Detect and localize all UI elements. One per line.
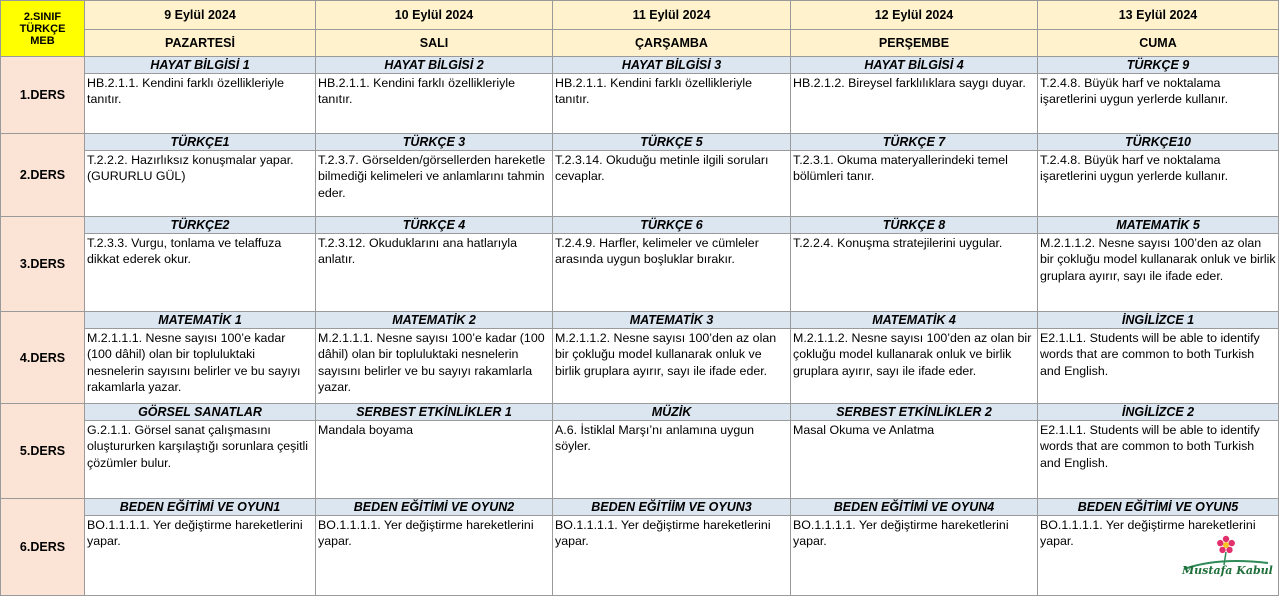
lesson-objective-row — [1, 516, 1279, 596]
lesson-subject-row — [1, 499, 1279, 516]
subject-title: HAYAT BİLGİSİ 3 — [553, 57, 791, 74]
objective-text: BO.1.1.1.1. Yer değiştirme hareketlerini yapar. — [1038, 516, 1279, 596]
signature-text: Mustafa Kabul — [1182, 564, 1273, 577]
subject-title: MÜZİK — [553, 404, 791, 421]
lesson-subject-row — [1, 134, 1279, 151]
subject-title: TÜRKÇE1 — [85, 134, 316, 151]
lesson-label: 3.DERS — [1, 217, 85, 312]
subject-title: MATEMATİK 1 — [85, 312, 316, 329]
lesson-objective-row — [1, 151, 1279, 217]
subject-title: HAYAT BİLGİSİ 2 — [316, 57, 553, 74]
class-curriculum: MEB — [30, 34, 55, 47]
class-header — [1, 1, 85, 57]
subject-title: TÜRKÇE 6 — [553, 217, 791, 234]
objective-text: T.2.2.2. Hazırlıksız konuşmalar yapar.(GURURLU GÜL) — [85, 151, 316, 217]
class-level: 2.SINIF — [23, 10, 62, 23]
objective-text: T.2.4.8. Büyük harf ve noktalama işaretlerini uygun yerlerde kullanır. — [1038, 74, 1279, 134]
objective-text: T.2.3.14. Okuduğu metinle ilgili soruları cevaplar. — [553, 151, 791, 217]
day-header: SALI — [316, 30, 553, 57]
date-header: 13 Eylül 2024 — [1038, 1, 1279, 30]
lesson-subject-row — [1, 404, 1279, 421]
subject-title: HAYAT BİLGİSİ 1 — [85, 57, 316, 74]
subject-title: BEDEN EĞİTİİM VE OYUN3 — [553, 499, 791, 516]
objective-text: T.2.3.1. Okuma materyallerindeki temel bölümleri tanır. — [791, 151, 1038, 217]
subject-title: BEDEN EĞİTİMİ VE OYUN2 — [316, 499, 553, 516]
lesson-objective-row — [1, 74, 1279, 134]
lesson-objective-row — [1, 234, 1279, 312]
objective-text: M.2.1.1.2. Nesne sayısı 100’den az olan bir çokluğu model kullanarak onluk ve birlik gruplara ayırır, sayı ile ifade eder. — [553, 329, 791, 404]
lesson-objective-row — [1, 329, 1279, 404]
lesson-label: 2.DERS — [1, 134, 85, 217]
day-header: PAZARTESİ — [85, 30, 316, 57]
objective-text: HB.2.1.1. Kendini farklı özellikleriyle tanıtır. — [316, 74, 553, 134]
subject-title: GÖRSEL SANATLAR — [85, 404, 316, 421]
objective-text: HB.2.1.1. Kendini farklı özellikleriyle tanıtır. — [553, 74, 791, 134]
lesson-subject-row — [1, 217, 1279, 234]
lesson-subject-row — [1, 312, 1279, 329]
objective-text: BO.1.1.1.1. Yer değiştirme hareketlerini yapar. — [553, 516, 791, 596]
subject-title: HAYAT BİLGİSİ 4 — [791, 57, 1038, 74]
subject-title: BEDEN EĞİTİMİ VE OYUN5 — [1038, 499, 1279, 516]
date-header: 10 Eylül 2024 — [316, 1, 553, 30]
day-header: PERŞEMBE — [791, 30, 1038, 57]
subject-title: MATEMATİK 3 — [553, 312, 791, 329]
objective-text: M.2.1.1.1. Nesne sayısı 100’e kadar (100 dâhil) olan bir topluluktaki nesnelerin sayısını belirler ve bu sayıyı rakamlarla yazar. — [85, 329, 316, 404]
subject-title: TÜRKÇE 5 — [553, 134, 791, 151]
class-subject: TÜRKÇE — [19, 22, 66, 35]
lesson-label: 4.DERS — [1, 312, 85, 404]
subject-title: TÜRKÇE 3 — [316, 134, 553, 151]
signature-logo — [1178, 535, 1274, 579]
subject-title: MATEMATİK 4 — [791, 312, 1038, 329]
objective-text: HB.2.1.1. Kendini farklı özellikleriyle tanıtır. — [85, 74, 316, 134]
subject-title: TÜRKÇE10 — [1038, 134, 1279, 151]
subject-title: TÜRKÇE 7 — [791, 134, 1038, 151]
objective-text: E2.1.L1. Students will be able to identify words that are common to both Turkish and English. — [1038, 421, 1279, 499]
subject-title: BEDEN EĞİTİMİ VE OYUN1 — [85, 499, 316, 516]
lesson-objective-row — [1, 421, 1279, 499]
objective-text: M.2.1.1.2. Nesne sayısı 100’den az olan bir çokluğu model kullanarak onluk ve birlik gruplara ayırır, sayı ile ifade eder. — [791, 329, 1038, 404]
objective-text: Mandala boyama — [316, 421, 553, 499]
subject-title: MATEMATİK 2 — [316, 312, 553, 329]
lesson-label: 5.DERS — [1, 404, 85, 499]
date-header: 12 Eylül 2024 — [791, 1, 1038, 30]
objective-text: M.2.1.1.2. Nesne sayısı 100’den az olan bir çokluğu model kullanarak onluk ve birlik gruplara ayırır, sayı ile ifade eder. — [1038, 234, 1279, 312]
lesson-label: 1.DERS — [1, 57, 85, 134]
date-row — [1, 1, 1279, 30]
objective-text: T.2.3.12. Okuduklarını ana hatlarıyla anlatır. — [316, 234, 553, 312]
subject-title: TÜRKÇE 9 — [1038, 57, 1279, 74]
subject-title: MATEMATİK 5 — [1038, 217, 1279, 234]
subject-title: SERBEST ETKİNLİKLER 1 — [316, 404, 553, 421]
lesson-subject-row — [1, 57, 1279, 74]
date-header: 11 Eylül 2024 — [553, 1, 791, 30]
objective-text: BO.1.1.1.1. Yer değiştirme hareketlerini yapar. — [791, 516, 1038, 596]
day-header: ÇARŞAMBA — [553, 30, 791, 57]
objective-text: T.2.4.9. Harfler, kelimeler ve cümleler arasında uygun boşluklar bırakır. — [553, 234, 791, 312]
subject-title: BEDEN EĞİTİMİ VE OYUN4 — [791, 499, 1038, 516]
objective-text: E2.1.L1. Students will be able to identify words that are common to both Turkish and English. — [1038, 329, 1279, 404]
objective-text: T.2.2.4. Konuşma stratejilerini uygular. — [791, 234, 1038, 312]
objective-text: Masal Okuma ve Anlatma — [791, 421, 1038, 499]
subject-title: TÜRKÇE 4 — [316, 217, 553, 234]
objective-text: BO.1.1.1.1. Yer değiştirme hareketlerini yapar. — [85, 516, 316, 596]
day-header: CUMA — [1038, 30, 1279, 57]
objective-text: G.2.1.1. Görsel sanat çalışmasını oluştururken karşılaştığı sorunlara çeşitli çözümler bulur. — [85, 421, 316, 499]
lesson-label: 6.DERS — [1, 499, 85, 596]
subject-title: SERBEST ETKİNLİKLER 2 — [791, 404, 1038, 421]
objective-text: HB.2.1.2. Bireysel farklılıklara saygı duyar. — [791, 74, 1038, 134]
day-row — [1, 30, 1279, 57]
objective-text: M.2.1.1.1. Nesne sayısı 100’e kadar (100 dâhil) olan bir topluluktaki nesnelerin sayısını belirler ve bu sayıyı rakamlarla yazar. — [316, 329, 553, 404]
subject-title: İNGİLİZCE 1 — [1038, 312, 1279, 329]
subject-title: İNGİLİZCE 2 — [1038, 404, 1279, 421]
objective-text: A.6. İstiklal Marşı’nı anlamına uygun söyler. — [553, 421, 791, 499]
subject-title: TÜRKÇE2 — [85, 217, 316, 234]
objective-text: T.2.3.3. Vurgu, tonlama ve telaffuza dikkat ederek okur. — [85, 234, 316, 312]
date-header: 9 Eylül 2024 — [85, 1, 316, 30]
subject-title: TÜRKÇE 8 — [791, 217, 1038, 234]
objective-text: BO.1.1.1.1. Yer değiştirme hareketlerini yapar. — [316, 516, 553, 596]
objective-text: T.2.3.7. Görselden/görsellerden hareketle bilmediği kelimeleri ve anlamlarını tahmin eder. — [316, 151, 553, 217]
objective-text: T.2.4.8. Büyük harf ve noktalama işaretlerini uygun yerlerde kullanır. — [1038, 151, 1279, 217]
